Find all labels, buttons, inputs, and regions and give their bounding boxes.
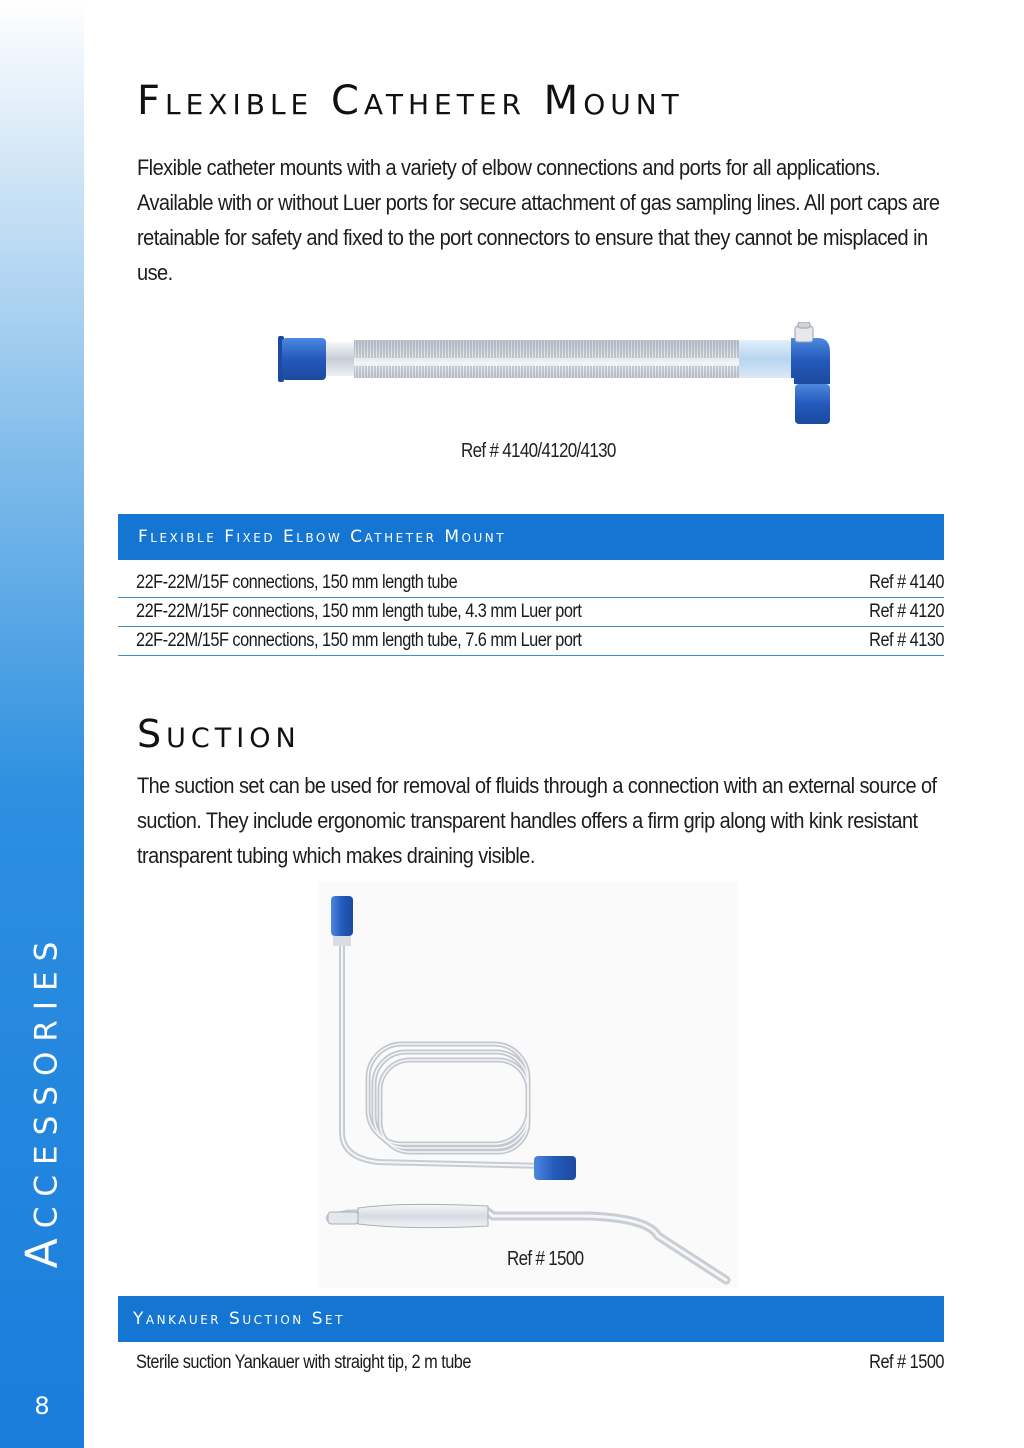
suction-set-image: [318, 882, 738, 1288]
row-description: 22F-22M/15F connections, 150 mm length tube, 7.6 mm Luer port: [136, 630, 582, 651]
catheter-mount-image: [278, 322, 848, 432]
row-ref: Ref # 1500: [869, 1352, 944, 1373]
suction-heading: Suction: [137, 712, 301, 756]
table-row: [118, 626, 944, 656]
row-ref: Ref # 4140: [869, 572, 944, 593]
row-ref: Ref # 4130: [869, 630, 944, 651]
suction-image-caption: Ref # 1500: [507, 1248, 584, 1270]
table-row: [118, 597, 944, 627]
row-description: Sterile suction Yankauer with straight tip, 2 m tube: [136, 1352, 471, 1373]
page-number: 8: [34, 1392, 50, 1420]
table-row: [118, 568, 944, 598]
catheter-description: Flexible catheter mounts with a variety of elbow connections and ports for all applications. Available with or without Luer ports for secure attachment of gas sampling lines. All port caps are retainable for safety and fixed to the port connectors to ensure that they cannot be misplaced in use.: [137, 155, 940, 285]
catheter-table-header: Flexible Fixed Elbow Catheter Mount: [118, 514, 944, 560]
row-description: 22F-22M/15F connections, 150 mm length tube, 4.3 mm Luer port: [136, 601, 582, 622]
suction-table-header: Yankauer Suction Set: [118, 1296, 944, 1342]
row-ref: Ref # 4120: [869, 601, 944, 622]
sidebar: [0, 0, 84, 1448]
table-row: [118, 1348, 944, 1377]
catheter-image-caption: Ref # 4140/4120/4130: [461, 440, 616, 462]
suction-description: The suction set can be used for removal of fluids through a connection with an external source of suction. They include ergonomic transparent handles offers a firm grip along with kink resistant transparent tubing which makes draining visible.: [137, 773, 937, 868]
row-description: 22F-22M/15F connections, 150 mm length tube: [136, 572, 458, 593]
catheter-heading: Flexible Catheter Mount: [137, 78, 684, 124]
sidebar-section-title: Accessories: [16, 931, 68, 1269]
